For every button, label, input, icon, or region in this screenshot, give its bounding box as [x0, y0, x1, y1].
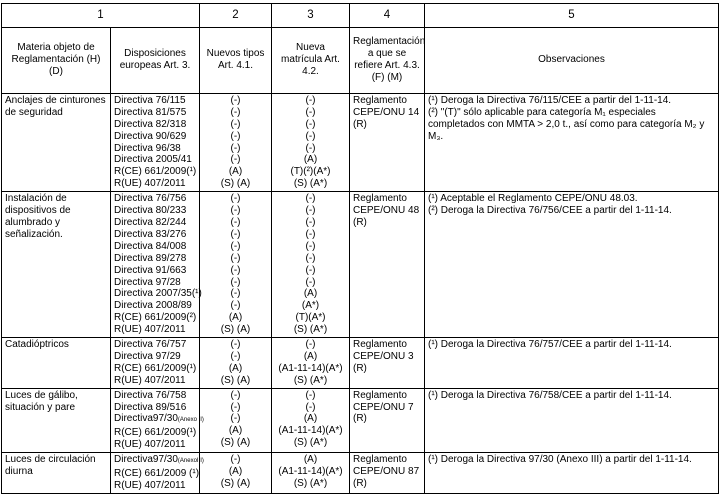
directives-cell-line: Directiva 2008/89: [114, 300, 192, 312]
table-body: [2, 93, 719, 493]
new-types-cell-line: (-): [230, 401, 241, 413]
regulation-cell: [350, 453, 425, 494]
new-registration-cell-line: (-): [305, 252, 316, 264]
observations-cell: [425, 453, 719, 494]
directives-cell-line: R(UE) 407/2011: [114, 374, 186, 386]
new-types-cell: [200, 192, 272, 338]
new-registration-cell-line: (S) (A*): [293, 374, 328, 386]
table-row: [2, 453, 719, 494]
regulation-cell: [350, 192, 425, 338]
new-types-cell-line: (-): [230, 389, 241, 401]
new-registration-cell-line: (-): [305, 130, 316, 142]
regulation-cell: [350, 93, 425, 191]
new-types-cell: [200, 453, 272, 494]
column-number-4: 4: [350, 4, 425, 28]
header-observations: Observaciones: [425, 27, 719, 93]
new-types-cell-line: (-): [230, 94, 241, 106]
column-number-1: 1: [2, 4, 200, 28]
header-new-types: Nuevos tipos Art. 4.1.: [200, 27, 272, 93]
directives-cell-line: Directiva 82/318: [114, 118, 187, 130]
column-number-3: 3: [272, 4, 350, 28]
regulation-cell-line: (R): [353, 118, 367, 130]
directives-cell-line: Directiva 2007/35(¹): [114, 288, 202, 300]
new-types-cell-line: (S) (A): [220, 374, 251, 386]
directives-cell-line: Directiva 76/756: [114, 193, 187, 205]
directives-cell-line: Directiva 84/008: [114, 240, 187, 252]
directives-cell-line: R(CE) 661/2009(¹): [114, 166, 197, 178]
new-types-cell-line: (S) (A): [220, 478, 251, 489]
header-new-registration: Nueva matrícula Art. 4.2.: [272, 27, 350, 93]
new-registration-cell-line: (A1-11-14)(A*): [278, 362, 343, 374]
new-registration-cell-line: (A1-11-14)(A*): [278, 425, 343, 437]
observations-cell-line: (²) Deroga la Directiva 76/756/CEE a partir del 1-11-14.: [428, 205, 672, 217]
directives-cell-line: Directiva 90/629: [114, 130, 187, 142]
regulation-cell-line: (R): [353, 478, 367, 489]
table-row: [2, 338, 719, 389]
directives-cell-line: R(CE) 661/2009(¹): [114, 427, 197, 439]
new-types-cell: [200, 388, 272, 453]
new-registration-cell-line: (-): [305, 142, 316, 154]
new-registration-cell-line: (S) (A*): [293, 437, 328, 449]
new-types-cell-line: (-): [230, 276, 241, 288]
subject-cell: Luces de gálibo, situación y pare: [2, 388, 111, 453]
regulation-cell-line: Reglamento CEPE/ONU 7: [353, 389, 414, 413]
new-registration-cell-line: (S) (A*): [293, 324, 328, 336]
new-types-cell-line: (-): [230, 130, 241, 142]
new-types-cell-line: (-): [230, 142, 241, 154]
regulation-cell: [350, 388, 425, 453]
new-registration-cell: [272, 338, 350, 389]
new-types-cell-line: (A): [228, 312, 243, 324]
regulation-cell-line: Reglamento CEPE/ONU 3: [353, 339, 414, 362]
new-types-cell-line: (-): [230, 154, 241, 166]
new-registration-cell-line: (-): [305, 205, 316, 217]
column-number-5: 5: [425, 4, 719, 28]
directives-cell-line: Directiva 76/757: [114, 339, 187, 351]
new-registration-cell-line: (-): [305, 339, 316, 351]
new-types-cell-line: (-): [230, 118, 241, 130]
new-registration-cell-line: (A*): [301, 300, 320, 312]
directives-cell-line: Directiva97/30(Anexo II): [114, 413, 204, 425]
regulation-table: [1, 3, 719, 494]
new-types-cell-line: (A): [228, 362, 243, 374]
new-types-cell-line: (-): [230, 205, 241, 217]
directives-cell: [111, 388, 204, 453]
regulation-cell-line: (R): [353, 362, 367, 374]
directives-cell: [111, 338, 200, 389]
subject-cell: Anclajes de cinturones de seguridad: [2, 93, 111, 191]
directives-cell-line: R(UE) 407/2011: [114, 178, 186, 190]
new-registration-cell-line: (-): [305, 240, 316, 252]
new-types-cell-line: (-): [230, 228, 241, 240]
new-registration-cell-line: (T)(²)(A*): [290, 166, 331, 178]
new-types-cell-line: (-): [230, 300, 241, 312]
observations-cell-line: (¹) Aceptable el Reglamento CEPE/ONU 48.03.: [428, 193, 638, 205]
directives-cell-line: Directiva 80/233: [114, 205, 187, 217]
new-types-cell-line: (A): [228, 466, 243, 478]
new-registration-cell-line: (S) (A*): [293, 478, 328, 489]
directives-cell-line: R(UE) 407/2011: [114, 439, 186, 451]
regulation-cell: [350, 338, 425, 389]
directives-cell-line: Directiva 76/115: [114, 94, 186, 106]
new-registration-cell: [272, 93, 350, 191]
header-row: [2, 27, 719, 93]
new-registration-cell-line: (-): [305, 106, 316, 118]
new-types-cell: [200, 338, 272, 389]
directives-cell: [111, 93, 200, 191]
column-number-2: 2: [200, 4, 272, 28]
new-types-cell-line: (S) (A): [220, 324, 251, 336]
column-number-row: [2, 4, 719, 28]
new-types-cell-line: (-): [230, 240, 241, 252]
new-registration-cell: [272, 388, 350, 453]
observations-cell-line: (¹) Deroga la Directiva 76/115/CEE a partir del 1-11-14.: [428, 94, 672, 106]
observations-cell: [425, 192, 719, 338]
table-row: [2, 192, 719, 338]
directives-cell-line: Directiva 91/663: [114, 264, 187, 276]
observations-cell: [425, 338, 719, 389]
new-types-cell-line: (A): [228, 166, 243, 178]
directives-cell-line: R(UE) 407/2011: [114, 324, 186, 336]
new-registration-cell-line: (-): [305, 228, 316, 240]
header-regulation: Reglamentación a que se refiere Art. 4.3. (F) (M): [350, 27, 425, 93]
observations-cell-line: (²) "(T)" sólo aplicable para categoría M₁ especiales completados con MMTA > 2,0 t., así como para categoría M₂ y M₃.: [428, 106, 705, 142]
directives-cell-line: Directiva 96/38: [114, 142, 181, 154]
new-registration-cell: [272, 192, 350, 338]
new-registration-cell-line: (-): [305, 389, 316, 401]
directives-cell: [111, 192, 200, 338]
observations-cell: [425, 388, 719, 453]
new-registration-cell-line: (-): [305, 264, 316, 276]
observations-cell-line: (¹) Deroga la Directiva 76/757/CEE a partir del 1-11-14.: [428, 339, 672, 351]
new-registration-cell-line: (-): [305, 193, 316, 205]
new-types-cell-line: (A): [228, 425, 243, 437]
new-types-cell-line: (-): [230, 252, 241, 264]
regulation-cell-line: Reglamento CEPE/ONU 14: [353, 94, 420, 118]
regulation-cell-line: Reglamento: [353, 193, 407, 205]
directives-cell-line: Directiva 89/278: [114, 252, 187, 264]
new-types-cell-line: (-): [230, 106, 241, 118]
header-directives: Disposiciones europeas Art. 3.: [111, 27, 200, 93]
regulation-cell-line: CEPE/ONU 48: [353, 205, 420, 217]
new-types-cell-line: (-): [230, 350, 241, 362]
new-registration-cell-line: (A): [303, 350, 318, 362]
new-types-cell-line: (-): [230, 413, 241, 425]
new-registration-cell-line: (A): [303, 454, 318, 466]
new-registration-cell-line: (S) (A*): [293, 178, 328, 190]
directives-cell-line: Directiva 82/244: [114, 216, 187, 228]
new-types-cell-line: (-): [230, 216, 241, 228]
new-registration-cell-line: (A): [303, 413, 318, 425]
new-registration-cell-line: (A1-11-14)(A*): [278, 466, 343, 478]
table-row: [2, 388, 719, 453]
subject-cell: Instalación de dispositivos de alumbrado y señalización.: [2, 192, 111, 338]
directives-cell-line: Directiva 76/758: [114, 389, 187, 401]
table-row: [2, 93, 719, 191]
new-registration-cell-line: (T)(A*): [295, 312, 326, 324]
directives-cell-line: Directiva97/30(AnexoIII): [114, 454, 204, 466]
new-types-cell-line: (S) (A): [220, 437, 251, 449]
regulation-cell-line: (R): [353, 216, 367, 228]
new-registration-cell-line: (-): [305, 216, 316, 228]
observations-cell-line: (¹) Deroga la Directiva 76/758/CEE a partir del 1-11-14.: [428, 389, 672, 401]
new-types-cell-line: (-): [230, 454, 241, 466]
new-types-cell-line: (-): [230, 193, 241, 205]
directives-cell-line: Directiva 83/276: [114, 228, 187, 240]
directives-cell-line: Directiva 97/28: [114, 276, 181, 288]
new-registration-cell-line: (-): [305, 401, 316, 413]
directives-cell-line: R(CE) 661/2009(¹): [114, 362, 197, 374]
observations-cell: [425, 93, 719, 191]
new-types-cell: [200, 93, 272, 191]
new-types-cell-line: (-): [230, 339, 241, 351]
new-registration-cell-line: (-): [305, 94, 316, 106]
new-types-cell-line: (S) (A): [220, 178, 251, 190]
directives-cell: [111, 453, 204, 494]
regulation-cell-line: (R): [353, 413, 367, 425]
directives-cell-line: R(CE) 661/2009 (¹): [114, 468, 200, 480]
new-registration-cell: [272, 453, 350, 494]
directives-cell-line: Directiva 89/516: [114, 401, 187, 413]
observations-cell-line: (¹) Deroga la Directiva 97/30 (Anexo III) a partir del 1-11-14.: [428, 454, 692, 466]
new-registration-cell-line: (-): [305, 276, 316, 288]
directives-cell-line: R(UE) 407/2011: [114, 480, 186, 491]
new-registration-cell-line: (-): [305, 118, 316, 130]
directives-cell-line: Directiva 97/29: [114, 350, 181, 362]
directives-cell-line: Directiva 2005/41: [114, 154, 192, 166]
subject-cell: Catadióptricos: [2, 338, 111, 389]
new-types-cell-line: (-): [230, 264, 241, 276]
directives-cell-line: R(CE) 661/2009(²): [114, 312, 197, 324]
regulation-cell-line: Reglamento CEPE/ONU 87: [353, 454, 420, 478]
new-registration-cell-line: (A): [303, 288, 318, 300]
subject-cell: Luces de circulación diurna: [2, 453, 111, 494]
new-types-cell-line: (-): [230, 288, 241, 300]
directives-cell-line: Directiva 81/575: [114, 106, 187, 118]
header-subject: Materia objeto de Reglamentación (H) (D): [2, 27, 111, 93]
new-registration-cell-line: (A): [303, 154, 318, 166]
